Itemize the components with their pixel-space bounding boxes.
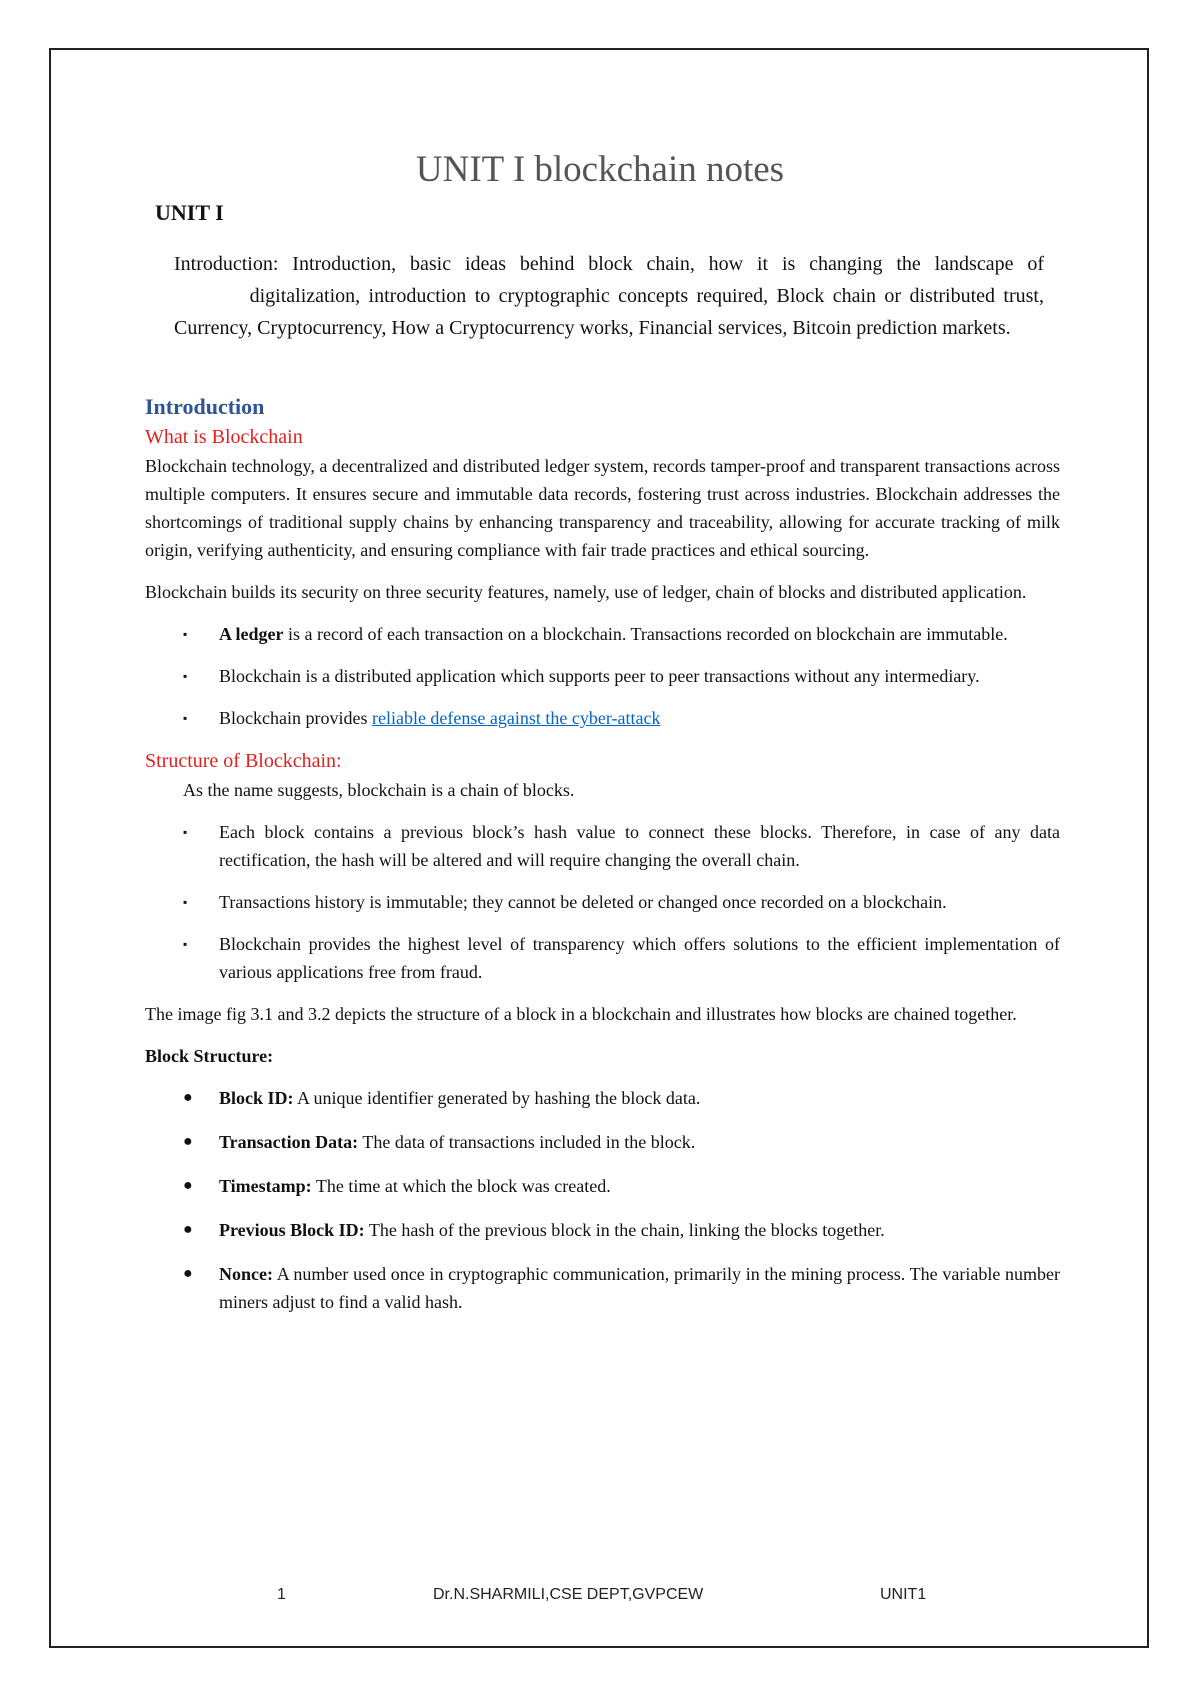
square-bullet-icon: ▪ bbox=[183, 825, 188, 839]
square-bullet-icon: ▪ bbox=[183, 669, 188, 683]
list-item bbox=[145, 704, 1060, 732]
round-bullet-icon: ● bbox=[183, 1089, 193, 1106]
list-item-text: Blockchain provides the highest level of transparency which offers solutions to the efficient implementation of various applications free from fraud. bbox=[219, 934, 1060, 982]
round-bullet-icon: ● bbox=[183, 1221, 193, 1238]
square-bullet-icon: ▪ bbox=[183, 627, 188, 641]
block-id-term: Block ID: bbox=[219, 1088, 294, 1108]
block-id-desc: A unique identifier generated by hashing the block data. bbox=[293, 1088, 701, 1108]
transaction-data-term: Transaction Data: bbox=[219, 1132, 359, 1152]
list-item bbox=[145, 662, 1060, 690]
page-number: 1 bbox=[277, 1586, 286, 1603]
unit-label: UNIT I bbox=[155, 200, 224, 225]
main-content bbox=[145, 392, 1060, 1332]
square-bullet-icon: ▪ bbox=[183, 937, 188, 951]
timestamp-desc: The time at which the block was created. bbox=[311, 1176, 611, 1196]
nonce-term: Nonce: bbox=[219, 1264, 273, 1284]
defense-text-prefix: Blockchain provides bbox=[219, 708, 372, 728]
ledger-term: A ledger bbox=[219, 624, 284, 644]
list-item bbox=[145, 930, 1060, 986]
security-features-paragraph: Blockchain builds its security on three security features, namely, use of ledger, chain of blocks and distributed application. bbox=[145, 582, 1027, 602]
previous-block-id-term: Previous Block ID: bbox=[219, 1220, 365, 1240]
timestamp-term: Timestamp: bbox=[219, 1176, 312, 1196]
structure-list bbox=[145, 818, 1060, 986]
list-item-text: Transactions history is immutable; they cannot be deleted or changed once recorded on a blockchain. bbox=[219, 892, 947, 912]
footer-author: Dr.N.SHARMILI,CSE DEPT,GVPCEW bbox=[433, 1586, 704, 1603]
list-item bbox=[145, 1084, 1060, 1112]
transaction-data-desc: The data of transactions included in the block. bbox=[358, 1132, 696, 1152]
round-bullet-icon: ● bbox=[183, 1265, 193, 1282]
round-bullet-icon: ● bbox=[183, 1133, 193, 1150]
list-item bbox=[145, 1172, 1060, 1200]
ledger-description: is a record of each transaction on a blockchain. Transactions recorded on blockchain are immutable. bbox=[283, 624, 1008, 644]
nonce-desc: A number used once in cryptographic communication, primarily in the mining process. The variable number miners adjust to find a valid hash. bbox=[219, 1264, 1060, 1312]
list-item bbox=[145, 818, 1060, 874]
introduction-heading: Introduction bbox=[145, 394, 265, 419]
structure-heading: Structure of Blockchain: bbox=[145, 750, 342, 772]
list-item bbox=[145, 1260, 1060, 1316]
footer-unit: UNIT1 bbox=[880, 1586, 927, 1603]
blockchain-definition-paragraph: Blockchain technology, a decentralized and distributed ledger system, records tamper-proof and transparent transactions across multiple computers. It ensures secure and immutable data records, fostering trust across industries. Blockchain addresses the shortcomings of traditional supply chains by enhancing transparency and traceability, allowing for accurate tracking of milk origin, verifying authenticity, and ensuring compliance with fair trade practices and ethical sourcing. bbox=[145, 456, 1060, 560]
figure-note: The image fig 3.1 and 3.2 depicts the structure of a block in a blockchain and illustrates how blocks are chained together. bbox=[145, 1004, 1017, 1024]
page-footer bbox=[0, 1586, 1200, 1612]
square-bullet-icon: ▪ bbox=[183, 895, 188, 909]
list-item bbox=[145, 888, 1060, 916]
security-features-list bbox=[145, 620, 1060, 732]
unit-overview: Introduction: Introduction, basic ideas behind block chain, how it is changing the landscape of digitalization, introduction to cryptographic concepts required, Block chain or distributed trust, Currency, Cryptocurrency, How a Cryptocurrency works, Financial services, Bitcoin prediction markets. bbox=[174, 253, 1044, 339]
previous-block-id-desc: The hash of the previous block in the chain, linking the blocks together. bbox=[364, 1220, 885, 1240]
list-item-text: Each block contains a previous block’s hash value to connect these blocks. Therefore, in case of any data rectification, the hash will be altered and will require changing the overall chain. bbox=[219, 822, 1060, 870]
list-item bbox=[145, 620, 1060, 648]
document-title: UNIT I blockchain notes bbox=[415, 149, 785, 190]
structure-lead: As the name suggests, blockchain is a chain of blocks. bbox=[183, 780, 575, 800]
round-bullet-icon: ● bbox=[183, 1177, 193, 1194]
distributed-app-text: Blockchain is a distributed application which supports peer to peer transactions without any intermediary. bbox=[219, 666, 980, 686]
list-item bbox=[145, 1216, 1060, 1244]
cyber-attack-defense-link[interactable]: reliable defense against the cyber-attack bbox=[371, 708, 661, 728]
what-is-blockchain-heading: What is Blockchain bbox=[145, 426, 303, 448]
square-bullet-icon: ▪ bbox=[183, 711, 188, 725]
block-structure-heading: Block Structure: bbox=[145, 1046, 274, 1066]
block-structure-list bbox=[145, 1084, 1060, 1316]
list-item bbox=[145, 1128, 1060, 1156]
